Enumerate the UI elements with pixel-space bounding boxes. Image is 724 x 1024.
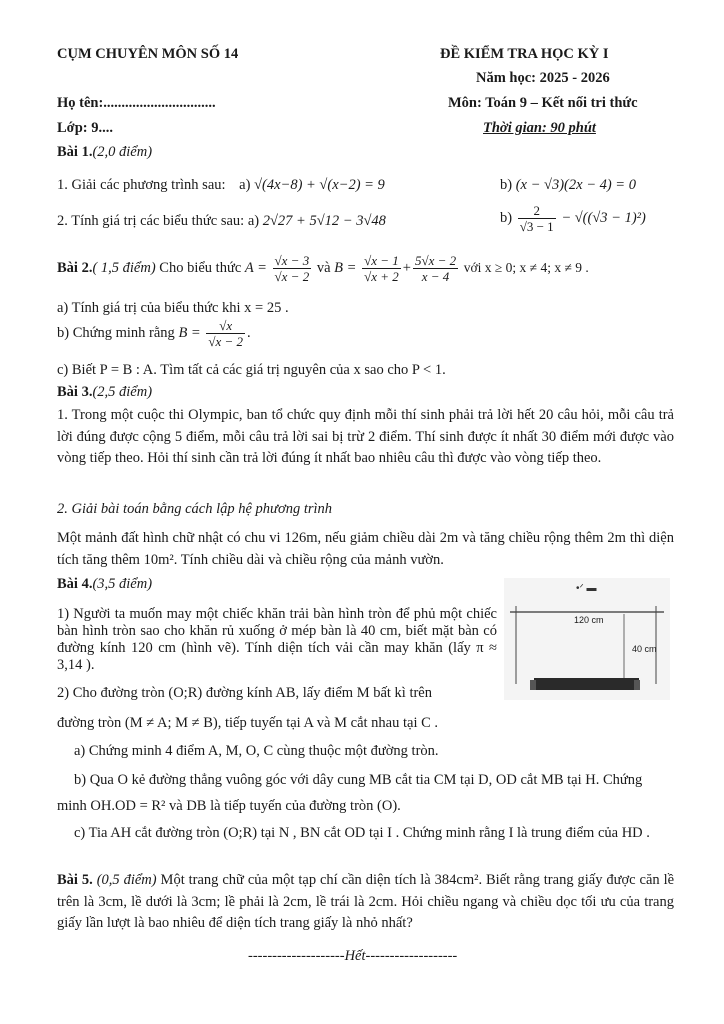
footer-dashes-right: ------------------- (365, 948, 458, 964)
bai2-B2-fraction (413, 253, 458, 284)
bai4-part-b: b) Qua O kẻ đường thẳng vuông góc với dây cung MB cắt tia CM tại D, OD cắt MB tại H. Chứng minh OH.OD = R² và DB là tiếp tuyến của đường tròn (O). (57, 772, 643, 814)
bai3-problem-1: 1. Trong một cuộc thi Olympic, ban tổ chức quy định mỗi thí sinh phải trả lời hết 20 câu hỏi, mỗi câu trả lời đúng được cộng 5 điểm, mỗi câu trả lời sai bị trừ 2 điểm. Thí sinh được ít nhất 30 điểm mới được vào vòng tiếp theo. Hỏi thí sinh cần trả lời đúng ít nhất bao nhiêu câu thì được vào vòng tiếp theo. (57, 407, 674, 466)
bai4-points: (3,5 điểm) (92, 576, 153, 592)
footer-end-text: Hết (344, 948, 366, 964)
bai2-points: ( 1,5 điểm) (92, 259, 156, 276)
bai1-q2-text: 2. Tính giá trị các biểu thức sau: (57, 213, 245, 229)
bai2-B2-numerator: 5√x − 2 (414, 253, 457, 268)
footer-dashes-left: -------------------- (248, 948, 345, 964)
bai1-q2b-denominator: √3 − 1 (519, 219, 554, 234)
bai2-B1-numerator: √x − 1 (364, 253, 399, 268)
figure-height-label: 40 cm (632, 644, 657, 654)
bai2-qb-numerator: √x (206, 318, 245, 334)
bai4-title: Bài 4. (57, 576, 93, 592)
subject: Môn: Toán 9 – Kết nối tri thức (448, 95, 638, 111)
bai2-A-denominator: √x − 2 (274, 269, 310, 284)
bai1-q2b-numerator: 2 (518, 203, 556, 219)
student-name-field: Họ tên:............................... (57, 95, 216, 111)
tablecloth-diagram (504, 578, 670, 700)
bai1-q1 (57, 177, 385, 194)
bai3-problem-2-title: 2. Giải bài toán bằng cách lập hệ phương trình (57, 501, 333, 517)
bai2-and: và (316, 259, 331, 276)
bai1-q2a-expr: 2√27 + 5√12 − 3√48 (262, 213, 386, 229)
tablecloth-figure (504, 578, 670, 700)
bai1-q2b-label: b) (500, 209, 513, 226)
bai2-intro: Cho biểu thức (159, 259, 242, 276)
bai2-qb-end: . (247, 324, 251, 341)
bai1-q1b-label: b) (500, 177, 513, 193)
bai1-heading (57, 144, 152, 161)
bai2-qb-fraction (206, 318, 245, 349)
bai5-title: Bài 5. (57, 872, 93, 888)
bai1-q1b-expr: (x − √3)(2x − 4) = 0 (515, 177, 636, 193)
bai1-q1-text: 1. Giải các phương trình sau: (57, 177, 226, 193)
bai2-plus: + (402, 259, 411, 276)
bai1-points: (2,0 điểm) (92, 144, 153, 160)
bai1-q1a-label: a) (239, 177, 251, 193)
bai2-qb-text: b) Chứng minh rằng (57, 324, 175, 341)
bai2-A-fraction (273, 253, 312, 284)
bai1-q2b (500, 203, 646, 234)
exam-title: ĐỀ KIỂM TRA HỌC KỲ I (440, 46, 609, 62)
bai4-part-c: c) Tia AH cắt đường tròn (O;R) tại N , BN cắt OD tại I . Chứng minh rằng I là trung điểm của HD . (74, 825, 650, 841)
bai4-part-a: a) Chứng minh 4 điểm A, M, O, C cùng thuộc một đường tròn. (74, 743, 439, 759)
svg-text:•ᐟ ▬: •ᐟ ▬ (576, 583, 597, 594)
bai5-points: (0,5 điểm) (96, 872, 157, 888)
class-field: Lớp: 9.... (57, 120, 113, 136)
bai2-qb (57, 318, 251, 349)
bai5-text: Một trang chữ của một tạp chí cần diện tích là 384cm². Biết rằng trang giấy được căn lề trên là 3cm, lề dưới là 3cm; lề phải là 2cm, lề trái là 2cm. Hỏi chiều ngang và chiều dọc tối ưu của trang giấy lần lượt là bao nhiêu để diện tích trang giấy là nhỏ nhất? (57, 872, 675, 931)
bai2-qb-B: B = (178, 324, 201, 341)
bai1-q1a-expr: √(4x−8) + √(x−2) = 9 (254, 177, 385, 193)
bai3-heading (57, 384, 152, 401)
bai2-B2-denominator: x − 4 (421, 269, 450, 284)
bai1-q2a-label: a) (247, 213, 260, 229)
bai2-qc: c) Biết P = B : A. Tìm tất cả các giá trị nguyên của x sao cho P < 1. (57, 362, 446, 378)
bai3-problem-2: Một mảnh đất hình chữ nhật có chu vi 126m, nếu giảm chiều dài 2m và tăng chiều rộng thêm 2m thì diện tích tăng thêm 10m². Tính chiều dài và chiều rộng của mảnh vườn. (57, 530, 674, 568)
bai4-problem-1: 1) Người ta muốn may một chiếc khăn trải bàn hình tròn để phủ một chiếc bàn hình tròn sao cho khăn rủ xuống ở mép bàn là 40 cm, biết mặt bàn có đường kính 120 cm (hình vẽ). Tính diện tích vải cần may khăn (lấy π ≈ 3,14 ). (57, 606, 497, 673)
bai3-title: Bài 3. (57, 384, 93, 400)
bai5 (57, 870, 674, 935)
school-cluster-title: CỤM CHUYÊN MÔN SỐ 14 (57, 46, 239, 62)
bai2-heading-line (57, 253, 589, 284)
bai2-B1-denominator: √x + 2 (364, 269, 399, 284)
bai4-problem-2-line2: đường tròn (M ≠ A; M ≠ B), tiếp tuyến tại A và M cắt nhau tại C . (57, 715, 439, 731)
bai2-qb-denominator: √x − 2 (208, 334, 244, 349)
bai4-problem-2-line1: 2) Cho đường tròn (O;R) đường kính AB, lấy điểm M bất kì trên (57, 685, 432, 701)
bai1-q2 (57, 213, 386, 230)
bai1-q2b-fraction (518, 203, 556, 234)
bai2-A-numerator: √x − 3 (274, 253, 310, 268)
bai2-B-label: B = (334, 259, 357, 276)
bai1-title: Bài 1. (57, 144, 93, 160)
bai1-q2b-rest: − √((√3 − 1)²) (561, 209, 646, 226)
bai2-B1-fraction (362, 253, 401, 284)
bai2-qa: a) Tính giá trị của biểu thức khi x = 25 . (57, 300, 289, 316)
bai2-condition: với x ≥ 0; x ≠ 4; x ≠ 9 . (463, 259, 589, 275)
school-year: Năm học: 2025 - 2026 (476, 70, 610, 86)
figure-width-label: 120 cm (574, 615, 604, 625)
bai1-q1b (500, 177, 636, 194)
bai3-points: (2,5 điểm) (92, 384, 153, 400)
bai2-title: Bài 2. (57, 259, 93, 276)
bai2-A-label: A = (244, 259, 267, 276)
bai4-heading (57, 576, 152, 593)
end-marker (248, 948, 457, 965)
table-base (534, 678, 639, 690)
time-limit: Thời gian: 90 phút (483, 120, 596, 136)
